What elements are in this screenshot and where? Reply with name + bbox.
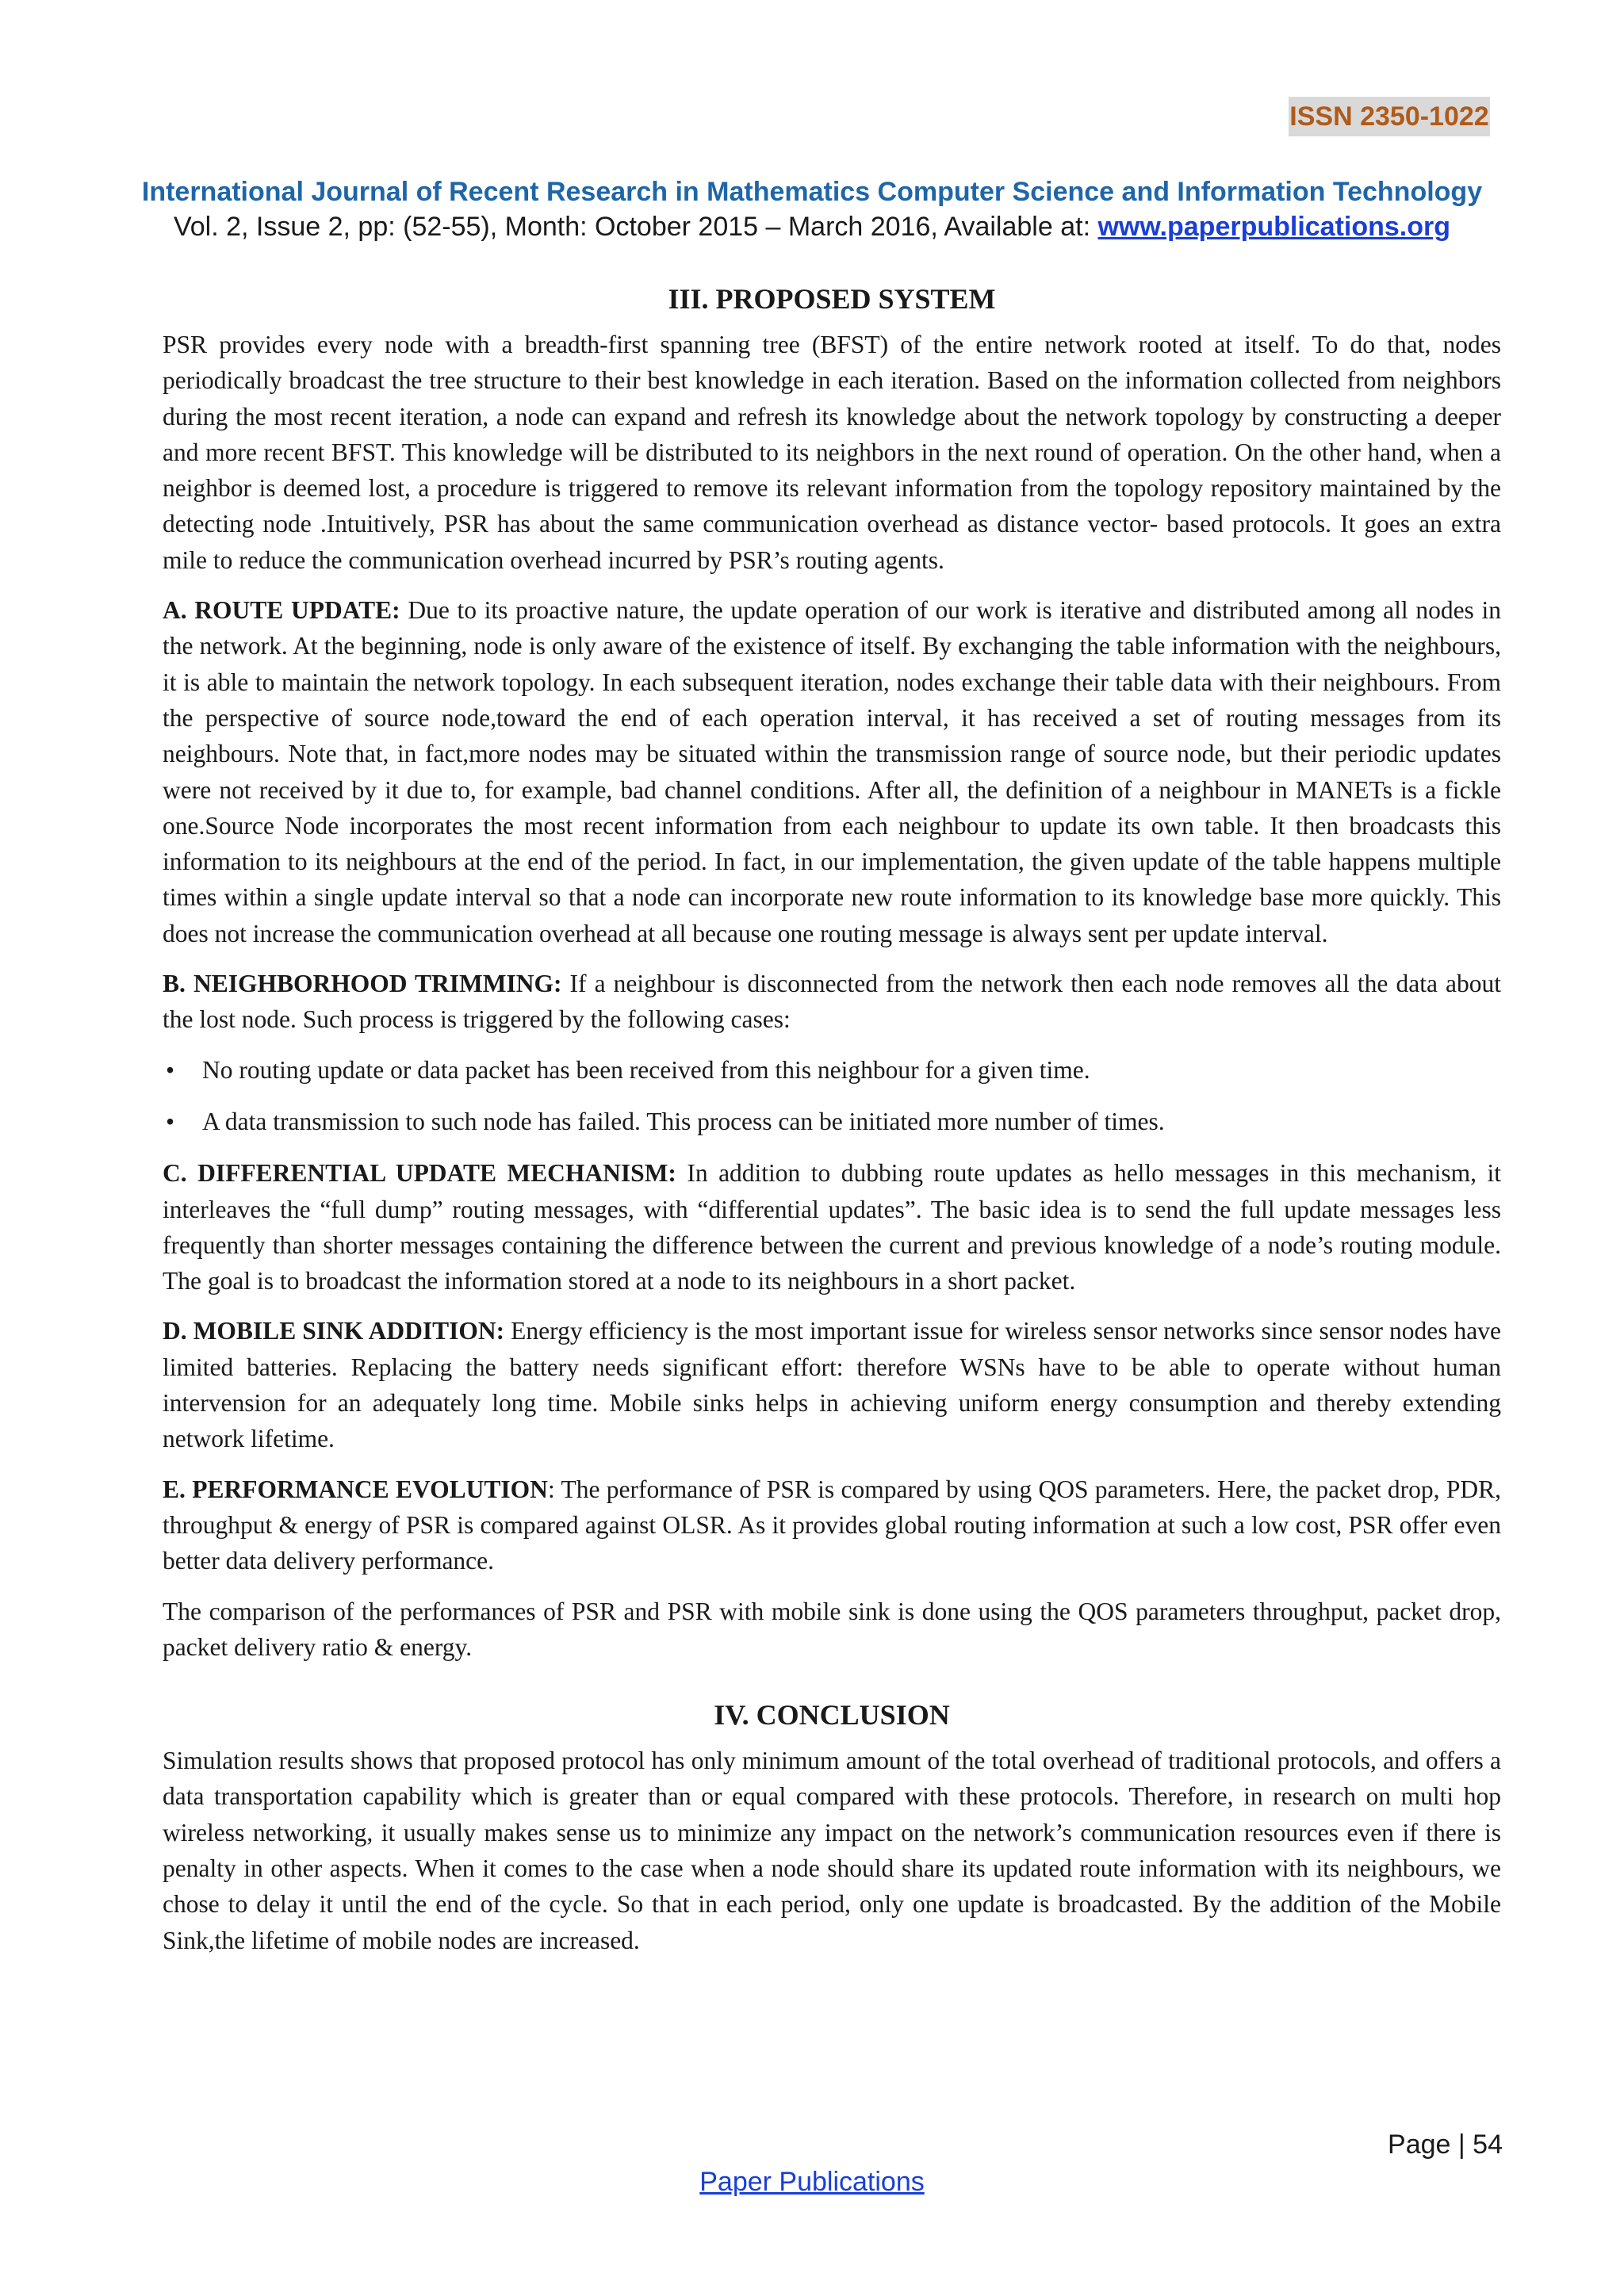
mobile-sink-text: Energy efficiency is the most important issue for wireless sensor networks since sensor nodes have limited batteries. Replacing the battery needs significant effort: therefore WSNs have to be able to operate without human intervension for an adequately long time. Mobile sinks helps in achieving uniform energy consumption and thereby extending network lifetime.: [163, 1317, 1502, 1453]
bullet-icon: •: [166, 1055, 175, 1084]
volume-info-text: Vol. 2, Issue 2, pp: (52-55), Month: October 2015 – March 2016, Available at:: [173, 212, 1098, 242]
trimming-text: If a neighbour is disconnected from the network then each node removes all the data about the lost node. Such process is triggered by the following cases:: [163, 970, 1502, 1034]
bullet-icon: •: [166, 1107, 175, 1135]
journal-volume-info: [0, 209, 1624, 244]
differential-text: In addition to dubbing route updates as hello messages in this mechanism, it interleaves the “full dump” routing messages, with “differential updates”. The basic idea is to send the full update messages less frequently than shorter messages containing the difference between the current and previous knowledge of a node’s routing module. The goal is to broadcast the information stored at a node to its neighbours in a short packet.: [163, 1159, 1501, 1295]
route-update-paragraph: [163, 592, 1501, 951]
performance-label: E. PERFORMANCE EVOLUTION: [163, 1475, 548, 1503]
differential-label: C. DIFFERENTIAL UPDATE MECHANISM:: [163, 1159, 676, 1188]
list-item-text: A data transmission to such node has failed. This process can be initiated more number of times.: [202, 1107, 1165, 1135]
list-item: [163, 1104, 1501, 1139]
mobile-sink-label: D. MOBILE SINK ADDITION:: [163, 1317, 505, 1345]
list-item-text: No routing update or data packet has been received from this neighbour for a given time.: [202, 1055, 1090, 1084]
publisher-link[interactable]: Paper Publications: [699, 2167, 925, 2197]
trimming-cases-list: [163, 1052, 1501, 1140]
issn-badge: ISSN 2350-1022: [1289, 97, 1490, 136]
conclusion-paragraph: Simulation results shows that proposed protocol has only minimum amount of the total overhead of traditional protocols, and offers a data transportation capability which is greater than or equal compared with these protocols. Therefore, in research on multi hop wireless networking, it usually makes sense us to minimize any impact on the network’s communication resources even if there is penalty in other aspects. When it comes to the case when a node should share its updated route information with its neighbours, we chose to delay it until the end of the cycle. So that in each period, only one update is broadcasted. By the addition of the Mobile Sink,the lifetime of mobile nodes are increased.: [163, 1747, 1501, 1954]
section-heading-conclusion: IV. CONCLUSION: [714, 1699, 950, 1732]
differential-paragraph: [163, 1155, 1501, 1299]
trimming-label: B. NEIGHBORHOOD TRIMMING:: [163, 970, 562, 998]
route-update-label: A. ROUTE UPDATE:: [163, 596, 400, 625]
section-heading-proposed-system: III. PROPOSED SYSTEM: [668, 283, 996, 315]
page-number: Page | 54: [1388, 2130, 1503, 2160]
website-link[interactable]: www.paperpublications.org: [1097, 212, 1451, 242]
proposed-system-intro: PSR provides every node with a breadth-first spanning tree (BFST) of the entire network rooted at itself. To do that, nodes periodically broadcast the tree structure to their best knowledge in each iteration. Based on the information collected from neighbors during the most recent iteration, a node can expand and refresh its knowledge about the network topology by constructing a deeper and more recent BFST. This knowledge will be distributed to its neighbors in the next round of operation. On the other hand, when a neighbor is deemed lost, a procedure is triggered to remove its relevant information from the topology repository maintained by the detecting node .Intuitively, PSR has about the same communication overhead as distance vector- based protocols. It goes an extra mile to reduce the communication overhead incurred by PSR’s routing agents.: [163, 331, 1501, 574]
route-update-text: Due to its proactive nature, the update operation of our work is iterative and distributed among all nodes in the network. At the beginning, node is only aware of the existence of itself. By exchanging the table information with the neighbours, it is able to maintain the network topology. In each subsequent iteration, nodes exchange their table data with their neighbours. From the perspective of source node,toward the end of each operation interval, it has received a set of routing messages from its neighbours. Note that, in fact,more nodes may be situated within the transmission range of source node, but their periodic updates were not received by it due to, for example, bad channel conditions. After all, the definition of a neighbour in MANETs is a fickle one.Source Node incorporates the most recent information from each neighbour to update its own table. It then broadcasts this information to its neighbours at the end of the period. In fact, in our implementation, the given update of the table happens multiple times within a single update interval so that a node can incorporate new route information to its knowledge base more quickly. This does not increase the communication overhead at all because one routing message is always sent per update interval.: [163, 596, 1501, 947]
performance-text: : The performance of PSR is compared by using QOS parameters. Here, the packet drop, PDR, throughput & energy of PSR is compared against OLSR. As it provides global routing information at such a low cost, PSR offer even better data delivery performance.: [163, 1475, 1501, 1575]
performance-paragraph: [163, 1471, 1501, 1579]
journal-title: International Journal of Recent Research in Mathematics Computer Science and Information Technology: [141, 177, 1483, 207]
comparison-paragraph: The comparison of the performances of PSR and PSR with mobile sink is done using the QOS parameters throughput, packet drop, packet delivery ratio & energy.: [163, 1597, 1501, 1661]
article-body: [163, 279, 1501, 1973]
list-item: [163, 1052, 1501, 1088]
footer: [0, 2164, 1624, 2199]
mobile-sink-paragraph: [163, 1313, 1501, 1456]
trimming-paragraph: [163, 966, 1501, 1038]
